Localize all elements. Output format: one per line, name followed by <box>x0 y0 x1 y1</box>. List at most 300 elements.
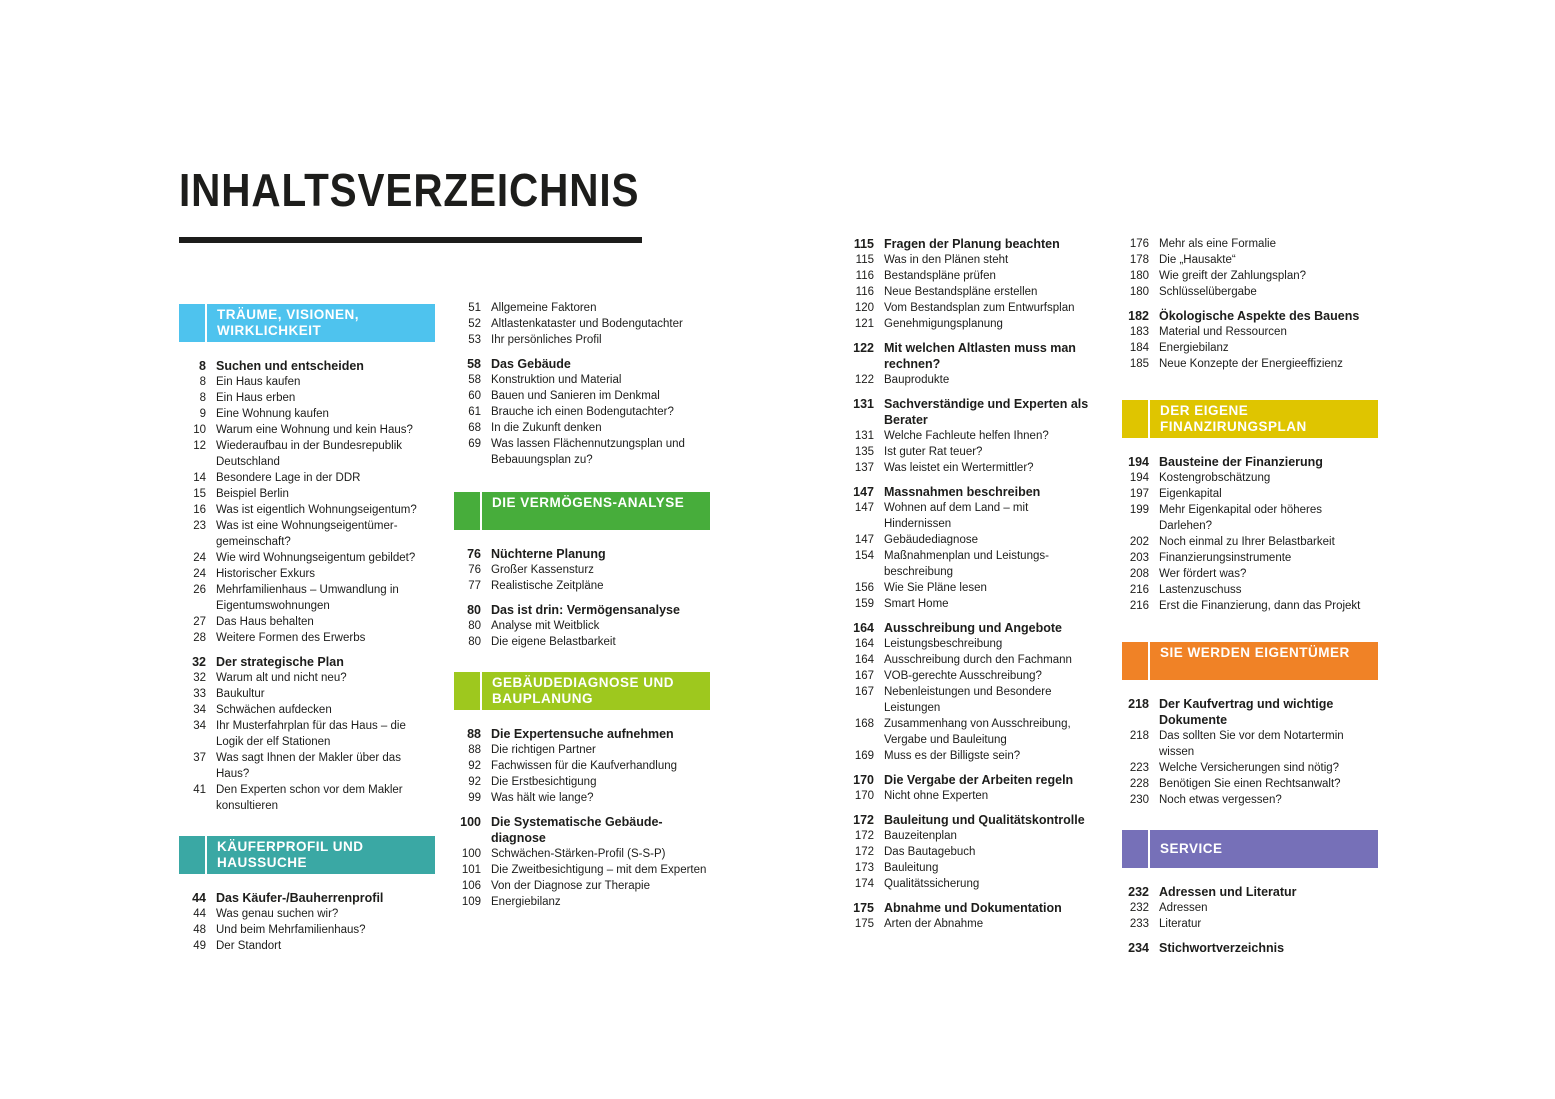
toc-entry <box>1122 470 1378 486</box>
toc-entry <box>847 372 1097 388</box>
page-number: 233 <box>1129 918 1149 930</box>
page-number: 159 <box>854 598 874 610</box>
page-number: 182 <box>1128 309 1149 323</box>
toc-entry <box>179 718 435 750</box>
page-number: 8 <box>199 359 206 373</box>
entry-title: Vom Bestandsplan zum Entwurfsplan <box>884 302 1075 314</box>
entry-title: Neue Konzepte der Energieeffizienz <box>1159 358 1343 370</box>
entry-title: Schwächen aufdecken <box>216 704 332 716</box>
toc-chapter <box>847 484 1097 500</box>
toc-entry <box>179 374 435 390</box>
entry-title: Beispiel Berlin <box>216 488 289 500</box>
toc-chapter <box>1122 940 1378 956</box>
chapter-title: Der strategische Plan <box>216 655 344 669</box>
toc-entry <box>454 894 710 910</box>
toc-entry <box>847 532 1097 548</box>
page-number: 32 <box>193 672 206 684</box>
page-number: 77 <box>468 580 481 592</box>
entry-title: Der Standort <box>216 940 282 952</box>
chapter-title: Abnahme und Dokumentation <box>884 901 1062 915</box>
page-number: 51 <box>468 302 481 314</box>
toc-column-2 <box>454 300 710 910</box>
page-number: 115 <box>855 254 874 266</box>
page-number: 164 <box>854 638 874 650</box>
entry-title: Noch etwas vergessen? <box>1159 794 1282 806</box>
toc-chapter <box>847 236 1097 252</box>
page-number: 180 <box>1129 270 1149 282</box>
toc-block <box>847 236 1097 932</box>
entry-title: Bauleitung <box>884 862 939 874</box>
chapter-title: Stichwortverzeichnis <box>1159 941 1285 955</box>
page-number: 8 <box>199 376 206 388</box>
section-title-gebaeude: GEBÄUDEDIAGNOSE UND BAUPLANUNG <box>492 675 675 706</box>
page-number: 170 <box>853 773 874 787</box>
entry-title: VOB-gerechte Ausschreibung? <box>884 670 1042 682</box>
entry-title: Gebäudediagnose <box>884 534 978 546</box>
section-bar-eigentuemer <box>1150 642 1378 680</box>
toc-chapter <box>1122 308 1378 324</box>
page-number: 69 <box>468 438 481 450</box>
toc-block <box>179 358 435 814</box>
toc-entry <box>1122 356 1378 372</box>
page-number: 175 <box>853 901 874 915</box>
page-number: 184 <box>1129 342 1149 354</box>
page-number: 218 <box>1129 730 1149 742</box>
page-number: 24 <box>193 552 206 564</box>
toc-block <box>179 890 435 954</box>
toc-entry <box>454 420 710 436</box>
page-number: 100 <box>460 815 481 829</box>
entry-title: Energiebilanz <box>491 896 561 908</box>
section-bar-gebaeude <box>482 672 710 710</box>
entry-title: Bauen und Sanieren im Denkmal <box>491 390 660 402</box>
page-number: 173 <box>854 862 874 874</box>
toc-entry <box>179 390 435 406</box>
page-number: 109 <box>461 896 481 908</box>
page-number: 169 <box>854 750 874 762</box>
page-number: 33 <box>193 688 206 700</box>
entry-title: Ihr persönliches Profil <box>491 334 602 346</box>
chapter-title: Ökologische Aspekte des Bauens <box>1159 309 1360 323</box>
toc-entry <box>179 486 435 502</box>
toc-entry <box>454 846 710 862</box>
entry-title: Qualitätssicherung <box>884 878 980 890</box>
page-number: 68 <box>468 422 481 434</box>
toc-entry <box>454 436 710 468</box>
toc-entry <box>847 916 1097 932</box>
chapter-title: Ausschreibung und Angebote <box>884 621 1063 635</box>
toc-entry <box>454 790 710 806</box>
page-number: 199 <box>1129 504 1149 516</box>
toc-entry <box>179 702 435 718</box>
toc-entry <box>1122 502 1378 534</box>
page-number: 99 <box>468 792 481 804</box>
section-title-traeume: TRÄUME, VISIONEN, WIRKLICHKEIT <box>217 307 360 338</box>
entry-title: Das sollten Sie vor dem Notartermin wissen <box>1159 730 1344 758</box>
page-number: 88 <box>467 727 481 741</box>
page-number: 172 <box>854 846 874 858</box>
page-title: INHALTSVERZEICHNIS <box>179 164 640 216</box>
chapter-title: Die Expertensuche aufnehmen <box>491 727 674 741</box>
entry-title: Warum eine Wohnung und kein Haus? <box>216 424 413 436</box>
toc-entry <box>1122 268 1378 284</box>
toc-column-4 <box>1122 236 1378 956</box>
entry-title: Die Zweitbesichtigung – mit dem Experten <box>491 864 707 876</box>
page-number: 9 <box>199 408 206 420</box>
page-number: 147 <box>854 534 874 546</box>
page-number: 232 <box>1129 902 1149 914</box>
toc-chapter <box>179 890 435 906</box>
page-number: 135 <box>854 446 874 458</box>
entry-title: Maßnahmenplan und Leistungs-beschreibung <box>884 550 1049 578</box>
page-number: 223 <box>1129 762 1149 774</box>
toc-block <box>454 300 710 468</box>
toc-entry <box>179 518 435 550</box>
toc-chapter <box>1122 696 1378 728</box>
toc-entry <box>847 596 1097 612</box>
entry-title: Baukultur <box>216 688 265 700</box>
toc-chapter <box>454 546 710 562</box>
entry-title: Was lassen Flächennutzungsplan und Bebauungsplan zu? <box>491 438 685 466</box>
page-number: 61 <box>468 406 481 418</box>
page-number: 216 <box>1129 600 1149 612</box>
entry-title: Analyse mit Weitblick <box>491 620 600 632</box>
section-tab-gebaeude <box>454 672 480 710</box>
page-number: 170 <box>854 790 874 802</box>
chapter-title: Das Gebäude <box>491 357 571 371</box>
chapter-title: Sachverständige und Experten als Berater <box>884 397 1089 427</box>
title-rule <box>179 237 642 243</box>
entry-title: Warum alt und nicht neu? <box>216 672 347 684</box>
chapter-title: Suchen und entscheiden <box>216 359 364 373</box>
page-number: 131 <box>854 430 874 442</box>
toc-block <box>454 726 710 910</box>
entry-title: Bauprodukte <box>884 374 950 386</box>
page-number: 37 <box>193 752 206 764</box>
page-number: 202 <box>1129 536 1149 548</box>
entry-title: Bauzeitenplan <box>884 830 957 842</box>
toc-entry <box>179 750 435 782</box>
section-bar-vermoegen <box>482 492 710 530</box>
toc-chapter <box>847 812 1097 828</box>
page-number: 131 <box>853 397 874 411</box>
chapter-title: Adressen und Literatur <box>1159 885 1297 899</box>
toc-block <box>1122 454 1378 614</box>
section-tab-service <box>1122 830 1148 868</box>
chapter-title: Das ist drin: Vermögensanalyse <box>491 603 680 617</box>
page-number: 76 <box>467 547 481 561</box>
toc-chapter <box>847 340 1097 372</box>
page-number: 92 <box>468 776 481 788</box>
page-number: 34 <box>193 720 206 732</box>
page-number: 232 <box>1128 885 1149 899</box>
page-number: 52 <box>468 318 481 330</box>
toc-entry <box>1122 284 1378 300</box>
toc-chapter <box>847 900 1097 916</box>
page-number: 8 <box>199 392 206 404</box>
toc-entry <box>847 444 1097 460</box>
entry-title: Wie greift der Zahlungsplan? <box>1159 270 1307 282</box>
section-title-service: SERVICE <box>1160 841 1223 856</box>
page-number: 167 <box>854 686 874 698</box>
toc-entry <box>847 284 1097 300</box>
toc-chapter <box>454 356 710 372</box>
toc-entry <box>454 300 710 316</box>
toc-entry <box>847 748 1097 764</box>
page-number: 88 <box>468 744 481 756</box>
section-title-eigentuemer: SIE WERDEN EIGENTÜMER <box>1160 645 1350 660</box>
chapter-title: Die Vergabe der Arbeiten regeln <box>884 773 1074 787</box>
entry-title: Die „Hausakte“ <box>1159 254 1236 266</box>
toc-entry <box>179 938 435 954</box>
entry-title: Genehmigungsplanung <box>884 318 1003 330</box>
entry-title: Schwächen-Stärken-Profil (S-S-P) <box>491 848 666 860</box>
section-tab-eigentuemer <box>1122 642 1148 680</box>
toc-entry <box>454 774 710 790</box>
page-number: 175 <box>854 918 874 930</box>
toc-entry <box>454 758 710 774</box>
toc-entry <box>454 562 710 578</box>
toc-entry <box>847 716 1097 748</box>
page-number: 197 <box>1129 488 1149 500</box>
chapter-title: Der Kaufvertrag und wichtige Dokumente <box>1159 697 1334 727</box>
toc-entry <box>179 686 435 702</box>
entry-title: Wiederaufbau in der Bundesrepublik Deutschland <box>216 440 403 468</box>
toc-entry <box>847 876 1097 892</box>
toc-entry <box>179 406 435 422</box>
section-header-gebaeude <box>454 672 710 710</box>
page-number: 154 <box>854 550 874 562</box>
page-number: 58 <box>468 374 481 386</box>
toc-entry <box>454 634 710 650</box>
page-number: 172 <box>854 830 874 842</box>
entry-title: Die eigene Belastbarkeit <box>491 636 616 648</box>
entry-title: Finanzierungsinstrumente <box>1159 552 1292 564</box>
toc-chapter <box>847 396 1097 428</box>
toc-entry <box>1122 776 1378 792</box>
page-number: 34 <box>193 704 206 716</box>
chapter-title: Nüchterne Planung <box>491 547 606 561</box>
toc-entry <box>179 614 435 630</box>
entry-title: Ein Haus erben <box>216 392 296 404</box>
page-number: 10 <box>193 424 206 436</box>
toc-entry <box>847 428 1097 444</box>
toc-entry <box>847 844 1097 860</box>
page-number: 183 <box>1129 326 1149 338</box>
page-number: 80 <box>468 636 481 648</box>
page-number: 116 <box>855 286 874 298</box>
page-number: 44 <box>192 891 206 905</box>
toc-entry <box>847 300 1097 316</box>
chapter-title: Bauleitung und Qualitätskontrolle <box>884 813 1085 827</box>
toc-entry <box>1122 252 1378 268</box>
page-number: 228 <box>1129 778 1149 790</box>
entry-title: Allgemeine Faktoren <box>491 302 597 314</box>
toc-entry <box>454 878 710 894</box>
chapter-title: Fragen der Planung beachten <box>884 237 1060 251</box>
entry-title: Neue Bestandspläne erstellen <box>884 286 1038 298</box>
page-number: 53 <box>468 334 481 346</box>
page-number: 121 <box>854 318 874 330</box>
toc-block <box>454 546 710 650</box>
section-bar-kaeufer <box>207 836 435 874</box>
section-header-eigentuemer <box>1122 642 1378 680</box>
entry-title: Bestandspläne prüfen <box>884 270 996 282</box>
toc-entry <box>847 268 1097 284</box>
page-number: 15 <box>193 488 206 500</box>
page-number: 178 <box>1129 254 1149 266</box>
chapter-title: Mit welchen Altlasten muss man rechnen? <box>884 341 1076 371</box>
entry-title: Mehrfamilienhaus – Umwandlung in Eigentumswohnungen <box>216 584 399 612</box>
entry-title: Welche Fachleute helfen Ihnen? <box>884 430 1049 442</box>
entry-title: Nicht ohne Experten <box>884 790 989 802</box>
page-number: 58 <box>467 357 481 371</box>
entry-title: Literatur <box>1159 918 1202 930</box>
page-number: 24 <box>193 568 206 580</box>
toc-entry <box>1122 728 1378 760</box>
entry-title: Ihr Musterfahrplan für das Haus – die Logik der elf Stationen <box>216 720 406 748</box>
section-header-kaeufer <box>179 836 435 874</box>
toc-entry <box>1122 236 1378 252</box>
section-header-traeume <box>179 304 435 342</box>
section-tab-vermoegen <box>454 492 480 530</box>
toc-entry <box>454 618 710 634</box>
page-number: 208 <box>1129 568 1149 580</box>
toc-entry <box>454 372 710 388</box>
toc-entry <box>847 636 1097 652</box>
section-title-finanz: DER EIGENE FINANZIRUNGSPLAN <box>1160 403 1307 434</box>
section-tab-finanz <box>1122 400 1148 438</box>
page-number: 176 <box>1129 238 1149 250</box>
section-bar-finanz <box>1150 400 1378 438</box>
entry-title: Konstruktion und Material <box>491 374 622 386</box>
entry-title: Historischer Exkurs <box>216 568 316 580</box>
toc-entry <box>179 906 435 922</box>
page-number: 180 <box>1129 286 1149 298</box>
toc-entry <box>1122 900 1378 916</box>
page-number: 185 <box>1129 358 1149 370</box>
toc-entry <box>1122 582 1378 598</box>
page-number: 172 <box>853 813 874 827</box>
chapter-title: Bausteine der Finanzierung <box>1159 455 1323 469</box>
toc-entry <box>1122 792 1378 808</box>
toc-entry <box>454 742 710 758</box>
page-number: 80 <box>468 620 481 632</box>
toc-entry <box>179 470 435 486</box>
page-number: 218 <box>1128 697 1149 711</box>
toc-entry <box>847 580 1097 596</box>
page-number: 137 <box>854 462 874 474</box>
entry-title: Wie wird Wohnungseigentum gebildet? <box>216 552 416 564</box>
page-number: 164 <box>854 654 874 666</box>
page-number: 76 <box>468 564 481 576</box>
toc-block <box>1122 236 1378 372</box>
toc-entry <box>847 460 1097 476</box>
entry-title: Eine Wohnung kaufen <box>216 408 329 420</box>
toc-entry <box>454 862 710 878</box>
toc-block <box>1122 696 1378 808</box>
page-number: 80 <box>467 603 481 617</box>
toc-entry <box>847 500 1097 532</box>
section-header-vermoegen <box>454 492 710 530</box>
page-number: 49 <box>193 940 206 952</box>
entry-title: Zusammenhang von Ausschreibung, Vergabe und Bauleitung <box>884 718 1071 746</box>
page-number: 32 <box>192 655 206 669</box>
entry-title: Eigenkapital <box>1159 488 1222 500</box>
toc-chapter <box>847 772 1097 788</box>
toc-chapter <box>1122 884 1378 900</box>
chapter-title: Die Systematische Gebäude-diagnose <box>491 815 663 845</box>
toc-entry <box>179 670 435 686</box>
toc-entry <box>454 316 710 332</box>
toc-entry <box>179 582 435 614</box>
page-number: 120 <box>854 302 874 314</box>
toc-entry <box>454 332 710 348</box>
entry-title: Weitere Formen des Erwerbs <box>216 632 366 644</box>
toc-chapter <box>847 620 1097 636</box>
toc-column-1 <box>179 304 435 954</box>
page-number: 23 <box>193 520 206 532</box>
entry-title: Wohnen auf dem Land – mit Hindernissen <box>884 502 1029 530</box>
page-number: 216 <box>1129 584 1149 596</box>
toc-entry <box>454 404 710 420</box>
toc-entry <box>179 502 435 518</box>
entry-title: Wie Sie Pläne lesen <box>884 582 987 594</box>
entry-title: Und beim Mehrfamilienhaus? <box>216 924 366 936</box>
section-bar-service <box>1150 830 1378 868</box>
toc-column-3 <box>847 236 1097 932</box>
chapter-title: Massnahmen beschreiben <box>884 485 1041 499</box>
page-number: 194 <box>1129 472 1149 484</box>
toc-entry <box>847 652 1097 668</box>
toc-entry <box>1122 760 1378 776</box>
entry-title: Adressen <box>1159 902 1208 914</box>
page-number: 16 <box>193 504 206 516</box>
entry-title: Was genau suchen wir? <box>216 908 339 920</box>
chapter-title: Das Käufer-/Bauherrenprofil <box>216 891 384 905</box>
entry-title: Das Bautagebuch <box>884 846 976 858</box>
entry-title: Mehr als eine Formalie <box>1159 238 1276 250</box>
page-number: 44 <box>193 908 206 920</box>
page-number: 116 <box>855 270 874 282</box>
section-title-vermoegen: DIE VERMÖGENS-ANALYSE <box>492 495 685 510</box>
entry-title: Den Experten schon vor dem Makler konsultieren <box>216 784 403 812</box>
page-number: 100 <box>461 848 481 860</box>
entry-title: Muss es der Billigste sein? <box>884 750 1021 762</box>
toc-entry <box>179 422 435 438</box>
page-number: 41 <box>193 784 206 796</box>
entry-title: Das Haus behalten <box>216 616 314 628</box>
section-header-service <box>1122 830 1378 868</box>
toc-entry <box>1122 534 1378 550</box>
page-number: 234 <box>1128 941 1149 955</box>
entry-title: Arten der Abnahme <box>884 918 984 930</box>
section-title-kaeufer: KÄUFERPROFIL UND HAUSSUCHE <box>217 839 364 870</box>
page-number: 156 <box>854 582 874 594</box>
page-number: 122 <box>853 341 874 355</box>
entry-title: Großer Kassensturz <box>491 564 594 576</box>
toc-entry <box>454 578 710 594</box>
toc-entry <box>1122 486 1378 502</box>
entry-title: Von der Diagnose zur Therapie <box>491 880 650 892</box>
entry-title: Mehr Eigenkapital oder höheres Darlehen? <box>1159 504 1323 532</box>
page-number: 230 <box>1129 794 1149 806</box>
entry-title: Energiebilanz <box>1159 342 1229 354</box>
page-number: 14 <box>193 472 206 484</box>
page-number: 48 <box>193 924 206 936</box>
entry-title: Was ist eigentlich Wohnungseigentum? <box>216 504 417 516</box>
toc-chapter <box>179 358 435 374</box>
